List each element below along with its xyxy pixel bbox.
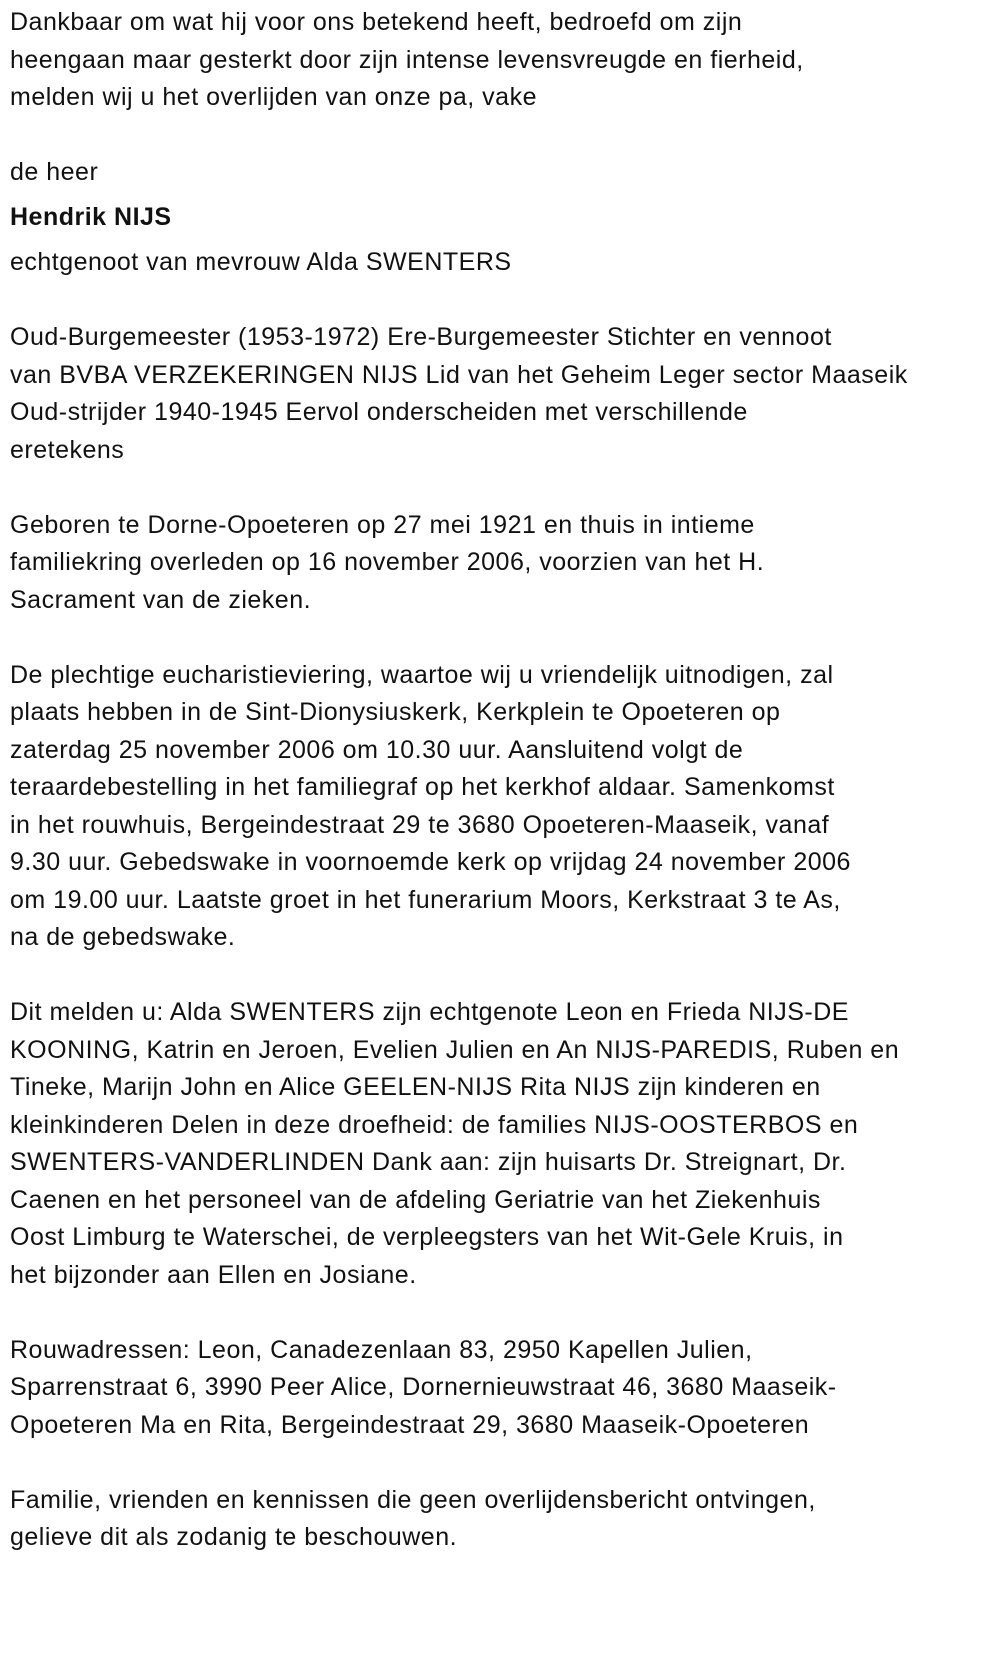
- titles-paragraph: Oud-Burgemeester (1953-1972) Ere-Burgemeester Stichter en vennoot van BVBA VERZEKERINGEN NIJS Lid van het Geheim Leger sector Maaseik Oud-strijder 1940-1945 Eervol onderscheiden met verschillende eretekens: [10, 323, 908, 464]
- family-paragraph: Dit melden u: Alda SWENTERS zijn echtgenote Leon en Frieda NIJS-DE KOONING, Katrin en Jeroen, Evelien Julien en An NIJS-PAREDIS, Ruben en Tineke, Marijn John en Alice GEELEN-NIJS Rita NIJS zijn kinderen en kleinkinderen Delen in deze droefheid: de families NIJS-OOSTERBOS en SWENTERS-VANDERLINDEN Dank aan: zijn huisarts Dr. Streignart, Dr. Caenen en het personeel van de afdeling Geriatrie van het Ziekenhuis Oost Limburg te Waterschei, de verpleegsters van het Wit-Gele Kruis, in het bijzonder aan Ellen en Josiane.: [10, 998, 900, 1289]
- spouse-line: echtgenoot van mevrouw Alda SWENTERS: [10, 248, 512, 276]
- deceased-name: Hendrik NIJS: [10, 203, 172, 231]
- salutation: de heer: [10, 158, 99, 186]
- ceremony-paragraph: De plechtige eucharistieviering, waartoe wij u vriendelijk uitnodigen, zal plaats hebben in de Sint-Dionysiuskerk, Kerkplein te Opoeteren op zaterdag 25 november 2006 om 10.30 uur. Aansluitend volgt de teraardebestelling in het familiegraf op het kerkhof aldaar. Samenkomst in het rouwhuis, Bergeindestraat 29 te 3680 Opoeteren-Maaseik, vanaf 9.30 uur. Gebedswake in voornoemde kerk op vrijdag 24 november 2006 om 19.00 uur. Laatste groet in het funerarium Moors, Kerkstraat 3 te As, na de gebedswake.: [10, 660, 851, 951]
- closing-paragraph: Familie, vrienden en kennissen die geen overlijdensbericht ontvingen, gelieve dit als zodanig te beschouwen.: [10, 1485, 816, 1551]
- intro-paragraph: Dankbaar om wat hij voor ons betekend heeft, bedroefd om zijn heengaan maar gesterkt door zijn intense levensvreugde en fierheid, melden wij u het overlijden van onze pa, vake: [10, 8, 804, 111]
- birth-death-paragraph: Geboren te Dorne-Opoeteren op 27 mei 1921 en thuis in intieme familiekring overleden op 16 november 2006, voorzien van het H. Sacrament van de zieken.: [10, 510, 765, 614]
- addresses-paragraph: Rouwadressen: Leon, Canadezenlaan 83, 2950 Kapellen Julien, Sparrenstraat 6, 3990 Peer Alice, Dornernieuwstraat 46, 3680 Maaseik- Opoeteren Ma en Rita, Bergeindestraat 29, 3680 Maaseik-Opoeteren: [10, 1335, 837, 1439]
